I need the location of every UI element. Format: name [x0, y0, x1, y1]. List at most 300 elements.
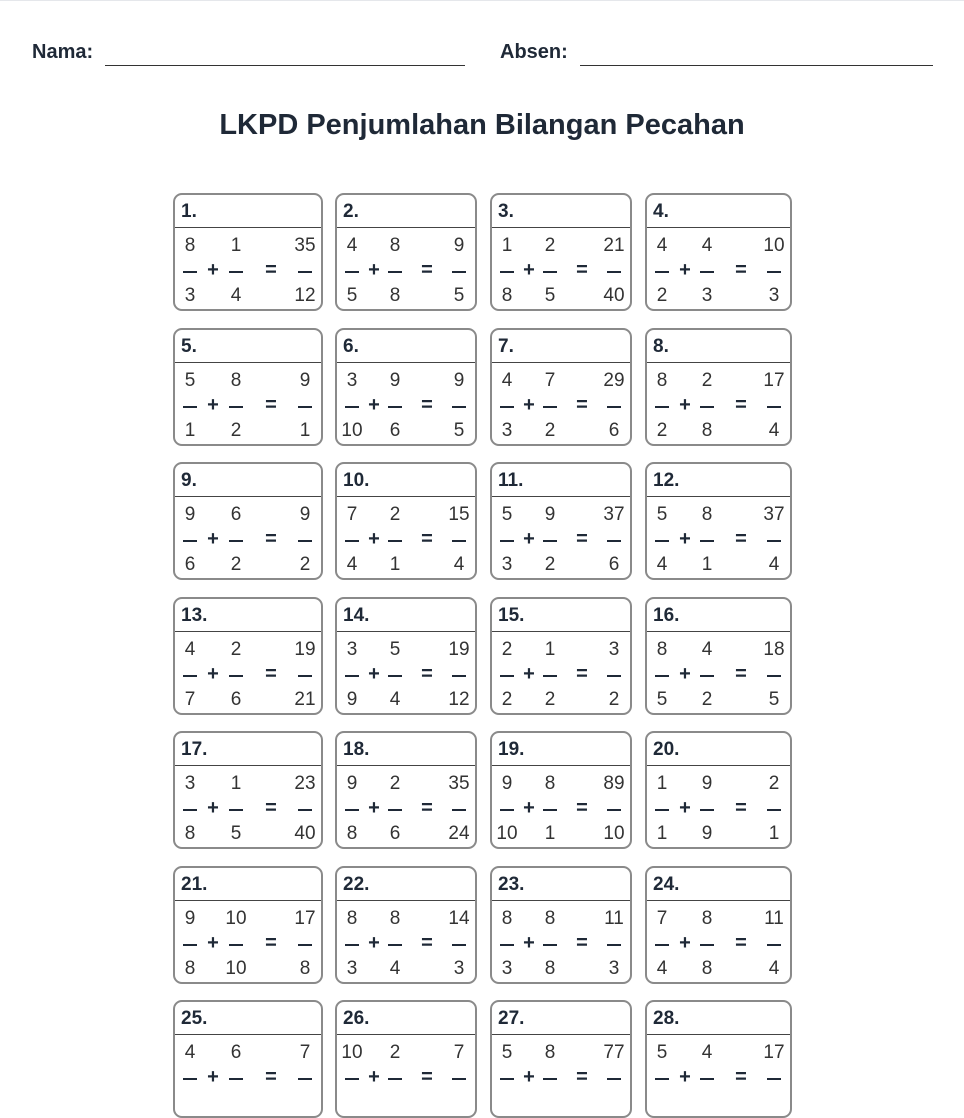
- first-denominator: 8: [501, 285, 513, 306]
- result-denominator: 5: [768, 689, 780, 710]
- result-fraction-bar: [767, 406, 781, 408]
- first-numerator: 7: [346, 504, 358, 525]
- plus-sign: +: [523, 259, 535, 281]
- problem-number: 21.: [175, 868, 321, 901]
- second-numerator: 2: [389, 504, 401, 525]
- result-fraction-bar: [298, 406, 312, 408]
- second-fraction-bar: [229, 540, 243, 542]
- second-denominator: 1: [701, 554, 713, 575]
- plus-sign: +: [368, 932, 380, 954]
- second-fraction-bar: [543, 675, 557, 677]
- first-numerator: 8: [501, 908, 513, 929]
- problem-card: [490, 462, 632, 580]
- second-fraction-bar: [229, 271, 243, 273]
- result-numerator: 7: [453, 1042, 465, 1063]
- second-numerator: 8: [701, 504, 713, 525]
- plus-sign: +: [679, 797, 691, 819]
- first-fraction-bar: [183, 1078, 197, 1080]
- second-numerator: 2: [389, 1042, 401, 1063]
- result-fraction-bar: [298, 809, 312, 811]
- second-fraction-bar: [388, 1078, 402, 1080]
- result-denominator: 5: [453, 285, 465, 306]
- problem-number: 25.: [175, 1002, 321, 1035]
- equals-sign: =: [421, 394, 433, 416]
- problem-card: [335, 731, 477, 849]
- plus-sign: +: [207, 932, 219, 954]
- first-fraction-bar: [345, 944, 359, 946]
- second-denominator: 2: [544, 554, 556, 575]
- second-numerator: 2: [230, 639, 242, 660]
- result-numerator: 15: [448, 504, 470, 525]
- second-denominator: 3: [701, 285, 713, 306]
- second-denominator: 1: [389, 554, 401, 575]
- second-denominator: 2: [230, 420, 242, 441]
- result-denominator: 12: [294, 285, 316, 306]
- problem-card: [173, 328, 323, 446]
- first-numerator: 4: [656, 235, 668, 256]
- first-numerator: 5: [501, 504, 513, 525]
- second-numerator: 4: [701, 639, 713, 660]
- result-fraction-bar: [452, 1078, 466, 1080]
- first-fraction-bar: [655, 1078, 669, 1080]
- problem-number: 17.: [175, 733, 321, 766]
- result-fraction-bar: [767, 1078, 781, 1080]
- problem-card: [490, 193, 632, 311]
- first-numerator: 7: [656, 908, 668, 929]
- result-denominator: 4: [768, 420, 780, 441]
- plus-sign: +: [523, 528, 535, 550]
- second-denominator: 8: [701, 420, 713, 441]
- problem-card: [645, 597, 792, 715]
- second-numerator: 10: [225, 908, 247, 929]
- second-numerator: 8: [230, 370, 242, 391]
- first-fraction-bar: [655, 271, 669, 273]
- equals-sign: =: [265, 259, 277, 281]
- result-denominator: 24: [448, 823, 470, 844]
- result-denominator: 1: [299, 420, 311, 441]
- first-fraction-bar: [500, 809, 514, 811]
- first-fraction-bar: [655, 406, 669, 408]
- first-numerator: 8: [346, 908, 358, 929]
- plus-sign: +: [207, 797, 219, 819]
- result-fraction-bar: [767, 271, 781, 273]
- second-numerator: 9: [701, 773, 713, 794]
- absen-blank-line[interactable]: [580, 65, 933, 66]
- first-fraction-bar: [183, 944, 197, 946]
- plus-sign: +: [368, 1066, 380, 1088]
- plus-sign: +: [207, 663, 219, 685]
- second-denominator: 2: [230, 554, 242, 575]
- first-numerator: 8: [656, 370, 668, 391]
- result-numerator: 9: [453, 235, 465, 256]
- first-numerator: 4: [501, 370, 513, 391]
- result-denominator: 4: [768, 958, 780, 979]
- result-fraction-bar: [767, 675, 781, 677]
- first-denominator: 8: [346, 823, 358, 844]
- first-denominator: 3: [184, 285, 196, 306]
- result-numerator: 14: [448, 908, 470, 929]
- result-denominator: 4: [453, 554, 465, 575]
- name-blank-line[interactable]: [105, 65, 465, 66]
- second-denominator: 4: [389, 958, 401, 979]
- problem-number: 5.: [175, 330, 321, 363]
- first-numerator: 5: [501, 1042, 513, 1063]
- first-denominator: 3: [501, 554, 513, 575]
- second-fraction-bar: [229, 1078, 243, 1080]
- first-fraction-bar: [183, 271, 197, 273]
- second-numerator: 1: [230, 235, 242, 256]
- result-denominator: 1: [768, 823, 780, 844]
- first-denominator: 5: [656, 689, 668, 710]
- second-numerator: 8: [701, 908, 713, 929]
- result-numerator: 18: [763, 639, 785, 660]
- first-fraction-bar: [655, 944, 669, 946]
- equals-sign: =: [421, 797, 433, 819]
- second-denominator: 1: [544, 823, 556, 844]
- second-fraction-bar: [229, 809, 243, 811]
- first-denominator: 7: [184, 689, 196, 710]
- result-numerator: 11: [764, 908, 784, 929]
- result-numerator: 10: [763, 235, 785, 256]
- problem-card: [645, 328, 792, 446]
- problem-number: 20.: [647, 733, 790, 766]
- result-numerator: 9: [453, 370, 465, 391]
- problem-card: [335, 597, 477, 715]
- first-denominator: 8: [184, 823, 196, 844]
- result-denominator: 4: [768, 554, 780, 575]
- plus-sign: +: [523, 1066, 535, 1088]
- second-fraction-bar: [700, 540, 714, 542]
- second-denominator: 4: [389, 689, 401, 710]
- first-denominator: 5: [346, 285, 358, 306]
- second-fraction-bar: [700, 675, 714, 677]
- first-fraction-bar: [345, 1078, 359, 1080]
- result-fraction-bar: [452, 675, 466, 677]
- problem-card: [645, 1000, 792, 1118]
- first-numerator: 3: [346, 370, 358, 391]
- problem-card: [645, 731, 792, 849]
- result-fraction-bar: [607, 675, 621, 677]
- first-numerator: 5: [656, 504, 668, 525]
- problem-number: 16.: [647, 599, 790, 632]
- first-denominator: 6: [184, 554, 196, 575]
- second-numerator: 1: [230, 773, 242, 794]
- first-denominator: 1: [656, 823, 668, 844]
- result-fraction-bar: [767, 540, 781, 542]
- second-numerator: 1: [544, 639, 556, 660]
- equals-sign: =: [735, 259, 747, 281]
- problem-card: [490, 1000, 632, 1118]
- first-fraction-bar: [655, 540, 669, 542]
- first-fraction-bar: [500, 540, 514, 542]
- first-denominator: 2: [656, 285, 668, 306]
- second-denominator: 6: [389, 823, 401, 844]
- problem-number: 27.: [492, 1002, 630, 1035]
- problem-number: 13.: [175, 599, 321, 632]
- problem-card: [173, 597, 323, 715]
- equals-sign: =: [576, 932, 588, 954]
- result-fraction-bar: [767, 944, 781, 946]
- second-numerator: 2: [389, 773, 401, 794]
- second-denominator: 9: [701, 823, 713, 844]
- first-fraction-bar: [345, 809, 359, 811]
- equals-sign: =: [265, 528, 277, 550]
- plus-sign: +: [679, 932, 691, 954]
- result-denominator: 6: [608, 420, 620, 441]
- result-fraction-bar: [607, 1078, 621, 1080]
- plus-sign: +: [679, 1066, 691, 1088]
- problem-card: [645, 193, 792, 311]
- equals-sign: =: [265, 932, 277, 954]
- problem-card: [645, 866, 792, 984]
- second-numerator: 9: [389, 370, 401, 391]
- second-denominator: 2: [544, 420, 556, 441]
- problem-number: 2.: [337, 195, 475, 228]
- second-fraction-bar: [700, 406, 714, 408]
- first-denominator: 3: [346, 958, 358, 979]
- first-numerator: 8: [184, 235, 196, 256]
- first-fraction-bar: [500, 406, 514, 408]
- result-numerator: 17: [763, 370, 785, 391]
- problem-card: [490, 597, 632, 715]
- problem-number: 22.: [337, 868, 475, 901]
- first-denominator: 9: [346, 689, 358, 710]
- equals-sign: =: [735, 932, 747, 954]
- result-fraction-bar: [452, 271, 466, 273]
- problem-number: 1.: [175, 195, 321, 228]
- second-fraction-bar: [700, 271, 714, 273]
- result-denominator: 40: [603, 285, 625, 306]
- first-fraction-bar: [500, 1078, 514, 1080]
- first-numerator: 4: [184, 639, 196, 660]
- plus-sign: +: [207, 259, 219, 281]
- second-denominator: 5: [230, 823, 242, 844]
- plus-sign: +: [368, 797, 380, 819]
- equals-sign: =: [735, 1066, 747, 1088]
- second-fraction-bar: [543, 1078, 557, 1080]
- equals-sign: =: [576, 663, 588, 685]
- problem-number: 24.: [647, 868, 790, 901]
- result-numerator: 77: [603, 1042, 625, 1063]
- first-fraction-bar: [345, 540, 359, 542]
- problem-card: [335, 866, 477, 984]
- result-denominator: 3: [608, 958, 620, 979]
- equals-sign: =: [265, 663, 277, 685]
- result-fraction-bar: [298, 1078, 312, 1080]
- second-numerator: 2: [701, 370, 713, 391]
- second-denominator: 8: [389, 285, 401, 306]
- first-denominator: 8: [184, 958, 196, 979]
- problem-number: 15.: [492, 599, 630, 632]
- first-denominator: 3: [501, 958, 513, 979]
- problem-number: 26.: [337, 1002, 475, 1035]
- plus-sign: +: [679, 259, 691, 281]
- result-fraction-bar: [298, 540, 312, 542]
- problem-card: [490, 731, 632, 849]
- second-fraction-bar: [229, 406, 243, 408]
- second-denominator: 8: [701, 958, 713, 979]
- first-fraction-bar: [500, 271, 514, 273]
- problem-number: 28.: [647, 1002, 790, 1035]
- result-denominator: 5: [453, 420, 465, 441]
- plus-sign: +: [368, 394, 380, 416]
- second-numerator: 4: [701, 235, 713, 256]
- second-denominator: 10: [225, 958, 247, 979]
- first-denominator: 4: [656, 554, 668, 575]
- problem-card: [335, 462, 477, 580]
- equals-sign: =: [421, 663, 433, 685]
- plus-sign: +: [207, 394, 219, 416]
- problem-number: 12.: [647, 464, 790, 497]
- second-denominator: 2: [701, 689, 713, 710]
- first-numerator: 2: [501, 639, 513, 660]
- result-numerator: 37: [763, 504, 785, 525]
- result-denominator: 21: [294, 689, 316, 710]
- problem-card: [173, 866, 323, 984]
- plus-sign: +: [523, 932, 535, 954]
- plus-sign: +: [523, 663, 535, 685]
- result-numerator: 7: [299, 1042, 311, 1063]
- plus-sign: +: [679, 394, 691, 416]
- problem-card: [173, 462, 323, 580]
- problem-number: 6.: [337, 330, 475, 363]
- result-fraction-bar: [607, 944, 621, 946]
- first-denominator: 4: [656, 958, 668, 979]
- second-denominator: 8: [544, 958, 556, 979]
- second-fraction-bar: [543, 944, 557, 946]
- second-denominator: 6: [230, 689, 242, 710]
- first-denominator: 4: [346, 554, 358, 575]
- problem-card: [335, 328, 477, 446]
- problem-number: 18.: [337, 733, 475, 766]
- problem-number: 11.: [492, 464, 630, 497]
- result-denominator: 8: [299, 958, 311, 979]
- first-numerator: 4: [346, 235, 358, 256]
- first-denominator: 2: [656, 420, 668, 441]
- first-fraction-bar: [183, 675, 197, 677]
- result-denominator: 2: [299, 554, 311, 575]
- problem-number: 3.: [492, 195, 630, 228]
- second-numerator: 2: [544, 235, 556, 256]
- second-numerator: 6: [230, 1042, 242, 1063]
- result-denominator: 6: [608, 554, 620, 575]
- problem-card: [173, 731, 323, 849]
- plus-sign: +: [207, 528, 219, 550]
- equals-sign: =: [735, 528, 747, 550]
- problem-number: 4.: [647, 195, 790, 228]
- equals-sign: =: [576, 259, 588, 281]
- second-fraction-bar: [543, 809, 557, 811]
- first-fraction-bar: [183, 809, 197, 811]
- first-numerator: 8: [656, 639, 668, 660]
- first-numerator: 9: [501, 773, 513, 794]
- result-denominator: 3: [453, 958, 465, 979]
- absen-label: Absen:: [500, 41, 568, 63]
- first-numerator: 3: [346, 639, 358, 660]
- second-numerator: 8: [389, 908, 401, 929]
- result-denominator: 12: [448, 689, 470, 710]
- equals-sign: =: [421, 528, 433, 550]
- equals-sign: =: [265, 394, 277, 416]
- result-numerator: 37: [603, 504, 625, 525]
- name-label: Nama:: [32, 41, 94, 63]
- page-title: LKPD Penjumlahan Bilangan Pecahan: [219, 109, 745, 141]
- result-numerator: 2: [768, 773, 780, 794]
- problem-card: [173, 1000, 323, 1118]
- second-fraction-bar: [700, 809, 714, 811]
- equals-sign: =: [576, 1066, 588, 1088]
- problem-card: [173, 193, 323, 311]
- plus-sign: +: [679, 528, 691, 550]
- first-fraction-bar: [655, 809, 669, 811]
- first-numerator: 4: [184, 1042, 196, 1063]
- result-numerator: 17: [763, 1042, 785, 1063]
- problem-number: 23.: [492, 868, 630, 901]
- problem-number: 10.: [337, 464, 475, 497]
- first-numerator: 5: [184, 370, 196, 391]
- problem-card: [335, 1000, 477, 1118]
- plus-sign: +: [207, 1066, 219, 1088]
- problem-card: [335, 193, 477, 311]
- equals-sign: =: [421, 259, 433, 281]
- result-denominator: 10: [603, 823, 625, 844]
- first-fraction-bar: [183, 540, 197, 542]
- second-numerator: 8: [544, 908, 556, 929]
- second-numerator: 8: [544, 1042, 556, 1063]
- result-numerator: 35: [294, 235, 316, 256]
- result-numerator: 23: [294, 773, 316, 794]
- second-fraction-bar: [388, 406, 402, 408]
- first-fraction-bar: [345, 271, 359, 273]
- second-numerator: 9: [544, 504, 556, 525]
- first-fraction-bar: [500, 944, 514, 946]
- problem-card: [645, 462, 792, 580]
- result-fraction-bar: [607, 406, 621, 408]
- result-fraction-bar: [452, 944, 466, 946]
- equals-sign: =: [576, 797, 588, 819]
- second-numerator: 4: [701, 1042, 713, 1063]
- result-numerator: 19: [294, 639, 316, 660]
- result-fraction-bar: [452, 540, 466, 542]
- first-numerator: 1: [656, 773, 668, 794]
- equals-sign: =: [576, 528, 588, 550]
- second-fraction-bar: [543, 271, 557, 273]
- second-numerator: 7: [544, 370, 556, 391]
- second-fraction-bar: [700, 944, 714, 946]
- problem-number: 7.: [492, 330, 630, 363]
- second-fraction-bar: [229, 944, 243, 946]
- first-numerator: 1: [501, 235, 513, 256]
- first-numerator: 3: [184, 773, 196, 794]
- result-denominator: 40: [294, 823, 316, 844]
- result-fraction-bar: [298, 944, 312, 946]
- equals-sign: =: [265, 1066, 277, 1088]
- second-fraction-bar: [388, 809, 402, 811]
- result-numerator: 9: [299, 370, 311, 391]
- result-fraction-bar: [607, 809, 621, 811]
- result-fraction-bar: [298, 271, 312, 273]
- result-denominator: 2: [608, 689, 620, 710]
- equals-sign: =: [735, 797, 747, 819]
- second-fraction-bar: [543, 406, 557, 408]
- result-numerator: 11: [604, 908, 624, 929]
- problem-number: 9.: [175, 464, 321, 497]
- first-denominator: 3: [501, 420, 513, 441]
- result-denominator: 3: [768, 285, 780, 306]
- result-fraction-bar: [767, 809, 781, 811]
- problem-number: 19.: [492, 733, 630, 766]
- first-numerator: 9: [346, 773, 358, 794]
